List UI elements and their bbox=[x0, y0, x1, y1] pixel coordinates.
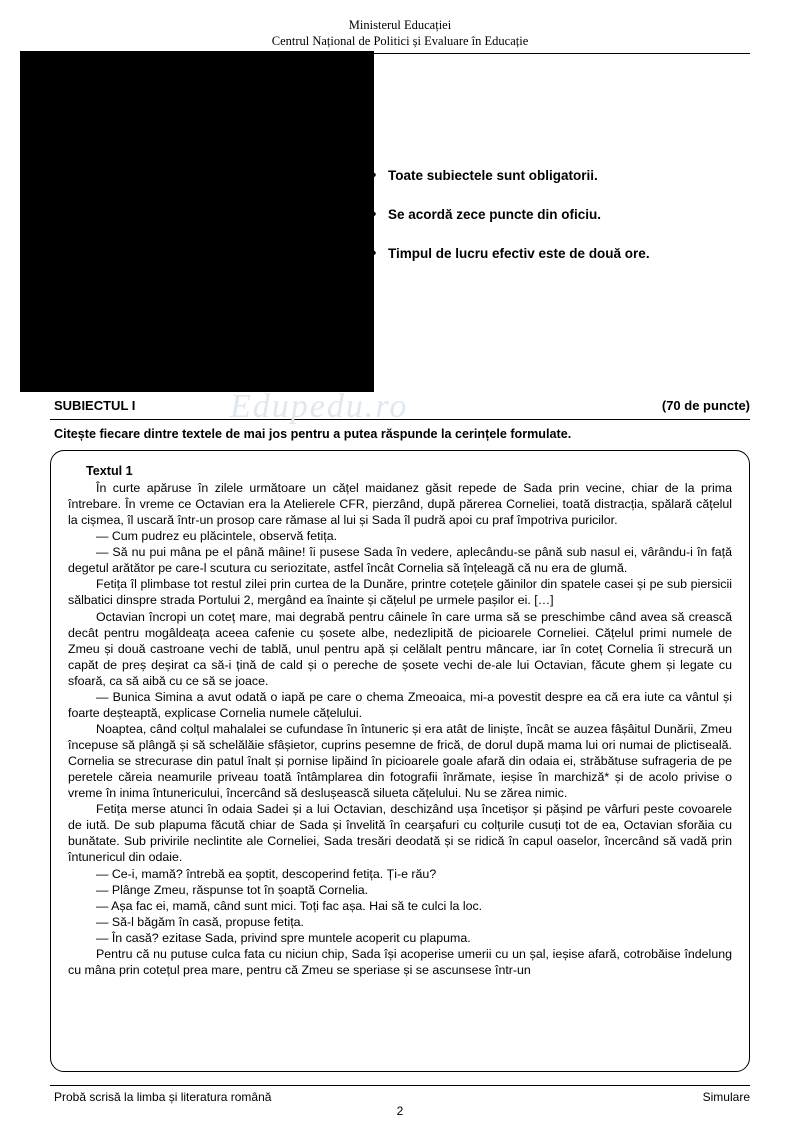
footer-divider bbox=[50, 1085, 750, 1086]
instruction-text: Citește fiecare dintre textele de mai jos pentru a putea răspunde la cerințele formulate. bbox=[54, 427, 572, 441]
footer-right-text: Simulare bbox=[702, 1090, 750, 1104]
footer-left-text: Probă scrisă la limba și literatura română bbox=[54, 1090, 272, 1104]
passage-body bbox=[68, 480, 732, 978]
list-item: • Timpul de lucru efectiv este de două ore. bbox=[388, 246, 764, 262]
passage-paragraph: — Cum pudrez eu plăcintele, observă fetița. bbox=[96, 529, 338, 544]
passage-paragraph: — Ce-i, mamă? întrebă ea șoptit, descoperind fetița. Ți-e rău? bbox=[96, 866, 437, 881]
passage-paragraph: Noaptea, când colțul mahalalei se cufundase în întuneric și era atât de liniște, încât se auzea fâșâitul Dunării, Zmeu începuse să plângă și să schelălăie sfâșietor, cuprins pesemne de frică, de dorul după mama lui ori numai de plictiseală. Cornelia se strecurase din patul înalt și pornise lipăind în picioarele goale afară din odaia ei, străbătuse sufrageria de pe peretele căreia neamurile priveau toată întâmplarea din fotografii înrămate, ieșise în marchiză* și de acolo privise o vreme în inima întunericului, încercând să deslușească silueta cățelului. Nu se zărea nimic. bbox=[68, 721, 732, 801]
passage-paragraph: — Plânge Zmeu, răspunse tot în șoaptă Cornelia. bbox=[96, 882, 369, 897]
center-name: Centrul Național de Politici și Evaluare în Educație bbox=[271, 34, 529, 48]
ministry-name: Ministerul Educației bbox=[348, 18, 452, 32]
passage-paragraph: Fetița îl plimbase tot restul zilei prin curtea de la Dunăre, printre cotețele găinilor din spatele casei și pe sub piersicii sălbatici dinspre strada Portului 2, mergând ea înainte și cățelul pe urmele pașilor ei. […] bbox=[68, 577, 732, 608]
exam-rules-list bbox=[364, 168, 764, 286]
passage-paragraph: Pentru că nu putuse culca fata cu niciun chip, Sada își acoperise umerii cu un șal, ieșise afară, cotrobăise îndelung cu mâna prin cotețul prea mare, pentru că Zmeu se speriase și se ascunsese într-un bbox=[68, 946, 732, 977]
list-item: • Se acordă zece puncte din oficiu. bbox=[388, 207, 764, 223]
passage-paragraph: — Să-l băgăm în casă, propuse fetița. bbox=[96, 914, 304, 929]
document-header bbox=[0, 0, 800, 49]
page-number: 2 bbox=[396, 1104, 404, 1118]
passage-paragraph: — Bunica Simina a avut odată o iapă pe care o chema Zmeoaica, mi-a povestit despre ea că era iute ca vântul și foarte deșteaptă, explicase Cornelia numele cățelului. bbox=[68, 689, 732, 720]
passage-paragraph: Octavian încropi un coteț mare, mai degrabă pentru câinele în care urma să se preschimbe când avea să crească decât pentru mogâldeața aceea cafenie cu șosete albe, nedezlipită de picioarele Corneliei. Cățelul primi numele de Zmeu și două castroane vechi de tablă, unul pentru apă și celălalt pentru mâncare, iar în coteț Cornelia îi strecură un capăt de preș deșirat ca să-i țină de cald și o pereche de șosete vechi de-ale lui Octavian, făcute ghem și legate cu sfoară, ca să aibă cu ce să se joace. bbox=[68, 609, 732, 688]
redacted-image-block bbox=[20, 51, 374, 392]
passage-title: Textul 1 bbox=[86, 464, 133, 478]
list-item: • Toate subiectele sunt obligatorii. bbox=[388, 168, 764, 184]
subject-divider bbox=[50, 419, 750, 420]
passage-paragraph: — Așa fac ei, mamă, când sunt mici. Toți fac așa. Hai să te culci la loc. bbox=[96, 898, 483, 913]
passage-paragraph: În curte apăruse în zilele următoare un cățel maidanez găsit repede de Sada prin vecine, chiar de la prima întrebare. În vreme ce Octavian era la Atelierele CFR, pierzând, după părerea Corneliei, toată distracția, spălară cățelul la cișmea, îl uscară într-un prosop care rămase al lui și Sada îl pudră apoi cu praf împotriva puricilor. bbox=[68, 481, 732, 528]
subject-points: (70 de puncte) bbox=[661, 398, 750, 413]
passage-paragraph: Fetița merse atunci în odaia Sadei și a lui Octavian, deschizând ușa încetișor și pășind pe vârfuri peste covoarele de iută. De sub plapuma făcută chiar de Sada și învelită în cearșafuri cu colțurile cusuți tot de ea, Octavian sforăia cu bunătate. Sub privirile neclintite ale Corneliei, Sada tresări deodată și se ridică în capul oaselor, încercând să vadă prin întunericul din odaie. bbox=[68, 802, 732, 865]
watermark: Edupedu.ro bbox=[230, 388, 409, 425]
subject-label: SUBIECTUL I bbox=[54, 398, 136, 413]
subject-heading-row bbox=[54, 398, 750, 413]
text-passage-box bbox=[50, 450, 750, 1072]
passage-paragraph: — În casă? ezitase Sada, privind spre muntele acoperit cu plapuma. bbox=[96, 930, 471, 945]
passage-paragraph: — Să nu pui mâna pe el până mâine! îi pusese Sada în vedere, aplecându-se până sub nasul ei, vârându-i în față degetul arătător pe care-l scutura cu seriozitate, astfel încât Cornelia să înțeleagă că nu era de glumă. bbox=[68, 545, 732, 576]
document-footer bbox=[54, 1090, 750, 1104]
